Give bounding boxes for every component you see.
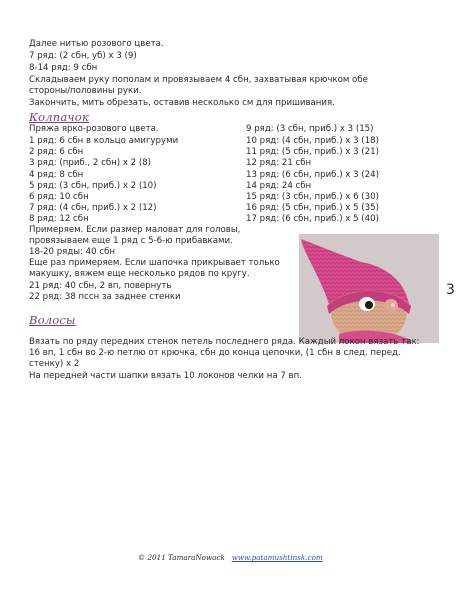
intro-line: Закончить, мить обрезать, оставив несколько см для пришивания. [29,98,335,108]
hair-heading: Волосы [29,313,76,327]
hat-line: 17 ряд: (6 сбн, приб.) x 5 (40) [246,214,379,224]
hat-line: 12 ряд: 21 сбн [246,158,312,168]
footer-link[interactable]: www.patamushtinsk.com [231,553,323,562]
hair-line: 16 вп, 1 сбн во 2-ю петлю от крючка, сбн до конца цепочки, (1 сбн в след. перед. [29,348,401,358]
hat-line: 13 ряд: (6 сбн, приб.) x 3 (24) [246,170,379,180]
hat-line: 21 ряд: 40 сбн, 2 вп, повернуть [29,281,172,291]
hat-line: 16 ряд: (5 сбн, приб.) x 5 (35) [246,203,379,213]
hat-line: 11 ряд: (5 сбн, приб.) x 3 (21) [246,147,379,157]
hair-line: На передней части шапки вязать 10 локонов челки на 7 вп. [29,371,302,381]
hat-line: 18-20 ряды: 40 сбн [29,247,115,257]
footer [138,553,323,562]
hat-line: 1 ряд: 6 сбн в кольцо амигуруми [29,136,179,146]
intro-line: 7 ряд: (2 сбн, уб) x 3 (9) [29,51,137,61]
hat-line: Примеряем. Если размер маловат для головы, [29,225,241,235]
hat-line: 3 ряд: (приб., 2 сбн) x 2 (8) [29,158,152,168]
doll-nose [384,299,398,313]
hat-line: 7 ряд: (4 сбн, приб.) x 2 (12) [29,203,157,213]
hat-line: 8 ряд: 12 сбн [29,214,89,224]
hat-line: 15 ряд: (3 сбн, приб.) x 6 (30) [246,192,379,202]
hat-line: 22 ряд: 38 пссн за заднее стенки [29,292,181,302]
hat-line: 6 ряд: 10 сбн [29,192,89,202]
hat-line: макушку, вяжем еще несколько рядов по кругу. [29,269,250,279]
intro-line: 8-14 ряд: 9 сбн [29,63,98,73]
hat-line: 2 ряд: 6 сбн [29,147,84,157]
hat-line: 4 ряд: 8 сбн [29,170,84,180]
doll-illustration [299,234,439,343]
hat-line: 14 ряд: 24 сбн [246,181,312,191]
page-number: 3 [446,282,455,298]
intro-line: стороны/половины руки. [29,86,142,96]
hat-line: Еще раз примеряем. Если шапочка прикрывает только [29,258,280,268]
doll-photo [299,234,439,343]
hat-line: провязываем еще 1 ряд с 5-6-ю прибавками. [29,236,233,246]
hat-line: 10 ряд: (4 сбн, приб.) x 3 (18) [246,136,379,146]
hat-line: 5 ряд: (3 сбн, приб.) x 2 (10) [29,181,157,191]
hat-line: Пряжа ярко-розового цвета. [29,124,159,134]
intro-line: Складываем руку пополам и провязываем 4 сбн, захватывая крючком обе [29,75,368,85]
hair-line: стенку) x 2 [29,359,80,369]
hair-line: Вязать по ряду передних стенок петель последнего ряда. Каждый локон вязать так: [29,337,420,347]
footer-copyright: © 2011 TamaraNowack [138,553,225,562]
intro-line: Далее нитью розового цвета. [29,39,164,49]
hat-line: 9 ряд: (3 сбн, приб.) x 3 (15) [246,124,374,134]
hat-heading: Колпачок [29,110,89,124]
